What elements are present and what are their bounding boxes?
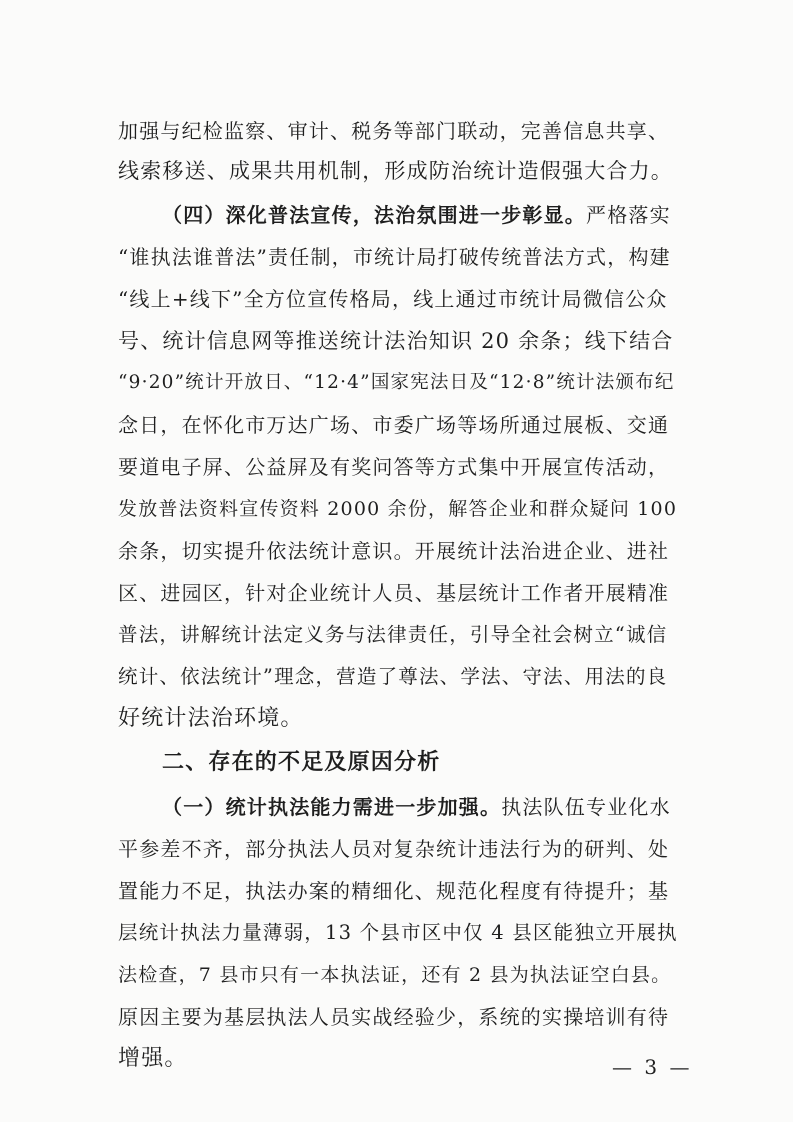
subsection-heading: （四）深化普法宣传，法治氛围进一步彰显。 [162, 203, 586, 227]
paragraph-line: 加强与纪检监察、审计、税务等部门联动，完善信息共享、 [118, 119, 670, 143]
paragraph-line: 发放普法资料宣传资料 2000 余份，解答企业和群众疑问 100 [118, 498, 678, 520]
section-heading: 二、存在的不足及原因分析 [162, 750, 441, 775]
paragraph-line: 念日，在怀化市万达广场、市委广场等场所通过展板、交通 [118, 413, 670, 437]
paragraph-line [162, 793, 682, 821]
paragraph-line [162, 201, 682, 229]
paragraph-line: 普法，讲解统计法定义务与法律责任，引导全社会树立“诚信 [118, 623, 668, 646]
paragraph-line: “9·20”统计开放日、“12·4”国家宪法日及“12·8”统计法颁布纪 [118, 372, 675, 393]
paragraph-line: “谁执法谁普法”责任制，市统计局打破传统普法方式，构建 [118, 245, 671, 269]
subsection-heading: （一）统计执法能力需进一步加强。 [162, 795, 502, 819]
paragraph-text: 严格落实 [586, 203, 671, 227]
paragraph-line: 线索移送、成果共用机制，形成防治统计造假强大合力。 [118, 159, 673, 183]
paragraph-line: 余条，切实提升依法统计意识。开展统计法治进企业、进社 [118, 539, 670, 563]
paragraph-line: 层统计执法力量薄弱，13 个县市区中仅 4 县区能独立开展执 [118, 921, 678, 944]
paragraph-line: 原因主要为基层执法人员实战经验少，系统的实操培训有待 [118, 1005, 670, 1029]
paragraph-line: 要道电子屏、公益屏及有奖问答等方式集中开展宣传活动， [118, 455, 670, 479]
paragraph-line: 统计、依法统计”理念，营造了尊法、学法、守法、用法的良 [118, 665, 668, 688]
paragraph-line: “线上+线下”全方位宣传格局，线上通过市统计局微信公众 [118, 287, 668, 311]
paragraph-line: 区、进园区，针对企业统计人员、基层统计工作者开展精准 [118, 581, 670, 605]
paragraph-line: 增强。 [118, 1046, 188, 1071]
paragraph-line: 平参差不齐，部分执法人员对复杂统计违法行为的研判、处 [118, 837, 670, 861]
paragraph-line: 置能力不足，执法办案的精细化、规范化程度有待提升；基 [118, 879, 670, 903]
paragraph-line: 好统计法治环境。 [118, 706, 304, 731]
paragraph-line: 号、统计信息网等推送统计法治知识 20 余条；线下结合 [118, 329, 674, 353]
page-number: — 3 — [612, 1055, 693, 1079]
paragraph-line: 法检查，7 县市只有一本执法证，还有 2 县为执法证空白县。 [118, 964, 672, 986]
paragraph-text: 执法队伍专业化水 [501, 795, 671, 819]
